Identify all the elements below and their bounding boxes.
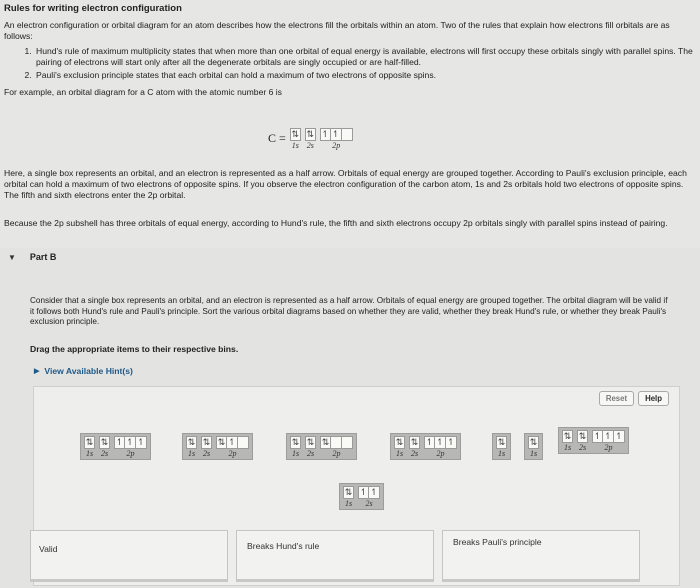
intro-panel <box>0 0 700 248</box>
view-hints-link[interactable] <box>34 366 133 376</box>
orbital-box: ⇅ <box>217 437 226 448</box>
orbital-box: ⇅ <box>529 437 538 448</box>
orbital-label: 1s <box>187 449 196 458</box>
view-hints-label: View Available Hint(s) <box>44 366 133 376</box>
orbital-box: ↿ <box>603 430 614 443</box>
orbital-label: 1s <box>85 449 94 458</box>
orbital-diagram-token[interactable] <box>390 433 461 460</box>
part-b-panel <box>0 248 700 588</box>
orbital-label: 1s <box>529 449 538 458</box>
orbital-box: ⇅ <box>187 437 196 448</box>
orbital-box: ⇅ <box>410 437 419 448</box>
orbital-box: ↿ <box>593 431 602 442</box>
orbital-box: ↿ <box>369 486 380 499</box>
orbital-label: 2s <box>410 449 419 458</box>
help-button[interactable]: Help <box>638 391 669 406</box>
orbital-box: ↿ <box>446 436 457 449</box>
orbital-box: ⇅ <box>563 431 572 442</box>
explanation-paragraph: Here, a single box represents an orbital, and an electron is represented as a half arrow. Orbitals of equal energy are grouped together. According to Pauli's exclusion principle, each orbital can hold a maximum of two electrons of opposite spins. If you observe the electron configuration of the carbon atom, 1s and 2s orbitals hold two electrons of opposite spins. The fifth and sixth electrons enter the 2p orbital. <box>4 168 687 200</box>
orbital-box: ↿ <box>425 437 434 448</box>
orbital-label: 2s <box>306 449 315 458</box>
bin-breaks-hund[interactable] <box>236 530 434 582</box>
orbital-box <box>331 436 342 449</box>
collapse-caret-icon[interactable]: ▼ <box>8 252 16 262</box>
orbital-label: 2s <box>202 449 211 458</box>
bins-row <box>30 530 640 582</box>
orbital-diagram-token[interactable] <box>492 433 511 460</box>
orbital-label: 2p <box>332 141 341 150</box>
orbital-diagram-token[interactable] <box>558 427 629 454</box>
bin-pauli-label: Breaks Pauli's principle <box>453 537 542 547</box>
orbital-box: ↿ <box>227 436 238 449</box>
orbital-box: ⇅ <box>344 487 353 498</box>
orbital-label: 2s <box>100 449 109 458</box>
orbital-label: 2p <box>228 449 237 458</box>
intro-lead: An electron configuration or orbital diagram for an atom describes how the electrons fill the orbitals within an atom. Two of the rules that explain how electrons fill orbitals are as follows: <box>4 20 670 41</box>
orbital-label: 2p <box>604 443 613 452</box>
orbital-box: ⇅ <box>321 437 330 448</box>
orbital-box: ↿ <box>321 129 330 140</box>
orbital-diagram-token[interactable] <box>286 433 357 460</box>
rule-hund: 1. Hund's rule of maximum multiplicity states that when more than one orbital of equal energy is available, electrons will first occupy these orbitals singly with parallel spins. The pairing of electrons will start only after all the degenerate orbitals are singly occupied or are half-filled. <box>34 46 696 68</box>
orbital-label: 1s <box>497 449 506 458</box>
orbital-box: ⇅ <box>202 437 211 448</box>
intro-title: Rules for writing electron configuration <box>4 3 182 14</box>
orbital-box: ⇅ <box>306 437 315 448</box>
part-b-header[interactable] <box>8 252 56 262</box>
orbital-label: 1s <box>563 443 572 452</box>
orbital-box: ↿ <box>359 487 368 498</box>
orbital-box <box>342 436 353 449</box>
orbital-box: ⇅ <box>578 431 587 442</box>
orbital-diagram-token[interactable] <box>339 483 384 510</box>
part-b-title: Part B <box>29 252 57 262</box>
orbital-box: ⇅ <box>85 437 94 448</box>
orbital-box <box>238 436 249 449</box>
hund-paragraph: Because the 2p subshell has three orbitals of equal energy, according to Hund's rule, the fifth and sixth electrons occupy 2p orbitals singly with parallel spins instead of pairing. <box>4 218 668 228</box>
orbital-label: 2s <box>578 443 587 452</box>
orbital-label: 1s <box>291 141 299 150</box>
orbital-box: ⇅ <box>497 437 506 448</box>
orbital-label: 1s <box>291 449 300 458</box>
orbital-label: 2p <box>436 449 445 458</box>
orbital-diagram-token[interactable] <box>80 433 151 460</box>
orbital-diagram-token[interactable] <box>524 433 543 460</box>
bin-breaks-pauli[interactable] <box>442 530 640 582</box>
orbital-box: ⇅ <box>395 437 404 448</box>
drag-instruction: Drag the appropriate items to their respective bins. <box>30 344 239 354</box>
rules-list <box>34 46 696 81</box>
example-text: For example, an orbital diagram for a C atom with the atomic number 6 is <box>4 87 282 97</box>
orbital-box: ⇅ <box>291 437 300 448</box>
carbon-orbital-diagram <box>268 128 357 150</box>
orbital-box: ↿ <box>136 436 147 449</box>
bin-hund-label: Breaks Hund's rule <box>247 541 320 551</box>
bin-valid-label: Valid <box>39 544 58 554</box>
orbital-box: ↿ <box>614 430 625 443</box>
orbital-box: ↿ <box>435 436 446 449</box>
part-b-prompt: Consider that a single box represents an orbital, and an electron is represented as a half arrow. Orbitals of equal energy are grouped together. The orbital diagram will be valid if it follows both Hund's rule and Pauli's principle. Sort the various orbital diagrams based on whether they are valid, whether they break Hund's rule, or whether they break Pauli's exclusion principle. <box>30 296 668 326</box>
orbital-box <box>342 128 353 141</box>
carbon-symbol: C = <box>268 131 286 145</box>
orbital-box: ⇅ <box>291 129 300 140</box>
orbital-diagram-token[interactable] <box>182 433 253 460</box>
orbital-box: ↿ <box>331 128 342 141</box>
expand-triangle-icon: ▶ <box>34 368 40 375</box>
orbital-label: 2p <box>126 449 135 458</box>
reset-button[interactable]: Reset <box>599 391 634 406</box>
orbital-label: 2s <box>306 141 314 150</box>
orbital-label: 1s <box>395 449 404 458</box>
rule-pauli: 2. Pauli's exclusion principle states that each orbital can hold a maximum of two electrons of opposite spins. <box>34 70 696 81</box>
orbital-label: 2s <box>365 499 373 508</box>
orbital-box: ↿ <box>115 437 124 448</box>
orbital-box: ⇅ <box>306 129 315 140</box>
orbital-label: 1s <box>344 499 353 508</box>
orbital-label: 2p <box>332 449 341 458</box>
orbital-box: ⇅ <box>100 437 109 448</box>
bin-valid[interactable] <box>30 530 228 582</box>
orbital-box: ↿ <box>125 436 136 449</box>
